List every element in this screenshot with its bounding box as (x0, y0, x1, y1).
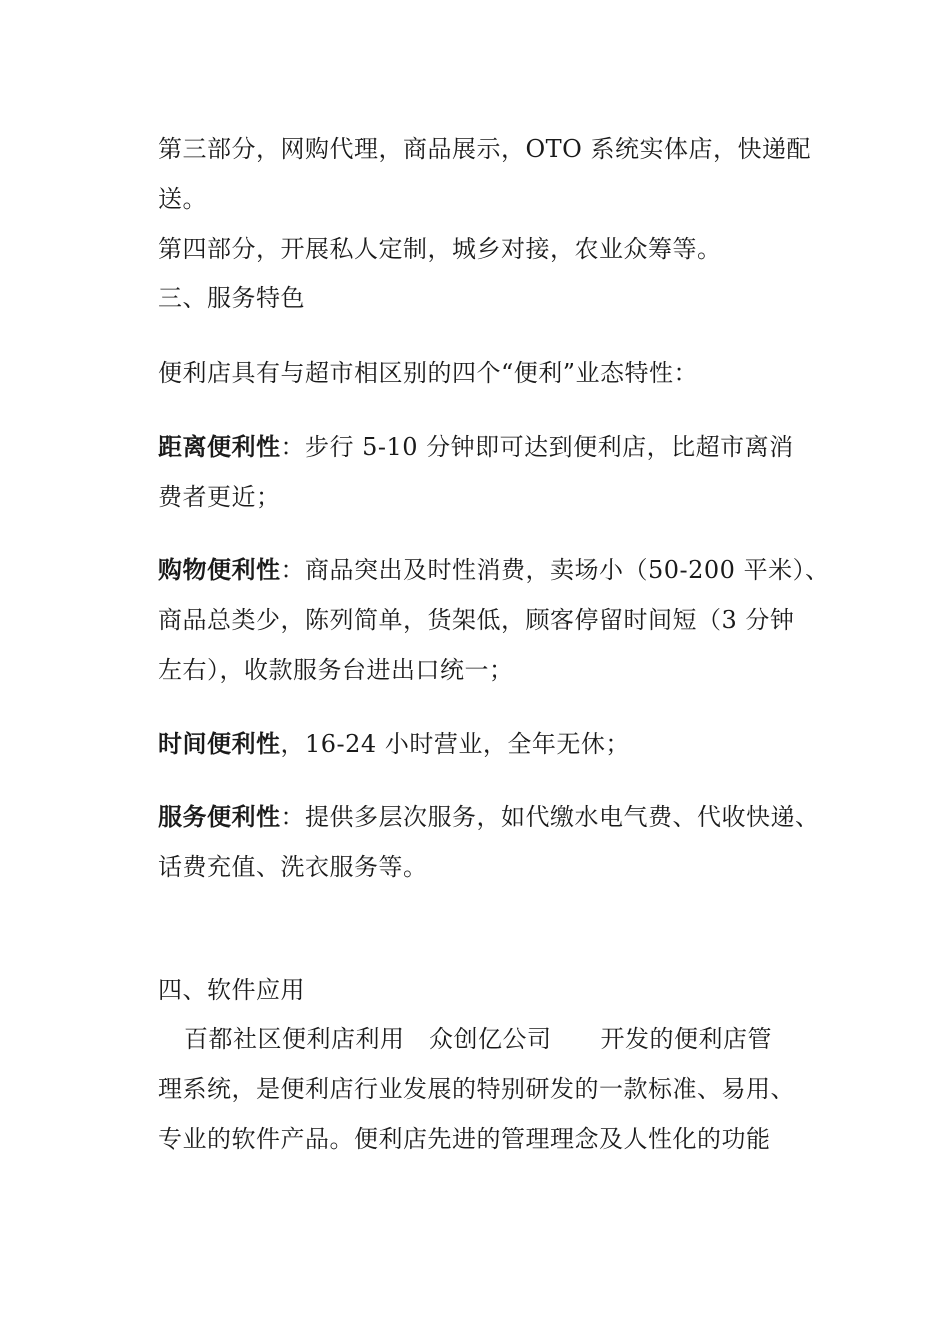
shopping-convenience-label: 购物便利性 (158, 556, 281, 584)
service-convenience-line (158, 802, 838, 832)
paragraph-line: 第四部分，开展私人定制，城乡对接，农业众筹等。 (158, 235, 722, 263)
paragraph-line: 左右），收款服务台进出口统一； (158, 656, 514, 684)
time-convenience-line (158, 729, 838, 759)
paragraph-line: 专业的软件产品。便利店先进的管理理念及人性化的功能 (158, 1125, 771, 1153)
paragraph-line: 话费充值、洗衣服务等。 (158, 853, 428, 881)
distance-convenience-label: 距离便利性 (158, 433, 281, 461)
paragraph-line: 送。 (158, 185, 207, 213)
paragraph-line: 费者更近； (158, 483, 281, 511)
shopping-convenience-line (158, 555, 838, 585)
paragraph-line: 理系统，是便利店行业发展的特别研发的一款标准、易用、 (158, 1075, 795, 1103)
paragraph-line: 第三部分，网购代理，商品展示，OTO 系统实体店，快递配 (158, 135, 811, 163)
shopping-convenience-text: ：商品突出及时性消费，卖场小（50-200 平米）、 (280, 556, 830, 584)
time-convenience-text: ，16-24 小时营业，全年无休； (280, 730, 630, 758)
paragraph-line: 百都社区便利店利用 众创亿公司 开发的便利店管 (184, 1025, 772, 1053)
time-convenience-label: 时间便利性 (158, 730, 281, 758)
service-convenience-label: 服务便利性 (158, 803, 281, 831)
section-heading-software: 四、软件应用 (158, 976, 305, 1004)
section-heading-service-features: 三、服务特色 (158, 284, 305, 312)
paragraph-line: 便利店具有与超市相区别的四个“便利”业态特性： (158, 359, 699, 387)
service-convenience-text: ：提供多层次服务，如代缴水电气费、代收快递、 (280, 803, 820, 831)
distance-convenience-text: ：步行 5-10 分钟即可达到便利店，比超市离消 (280, 433, 794, 461)
distance-convenience-line (158, 432, 838, 462)
paragraph-line: 商品总类少，陈列简单，货架低，顾客停留时间短（3 分钟 (158, 606, 795, 634)
